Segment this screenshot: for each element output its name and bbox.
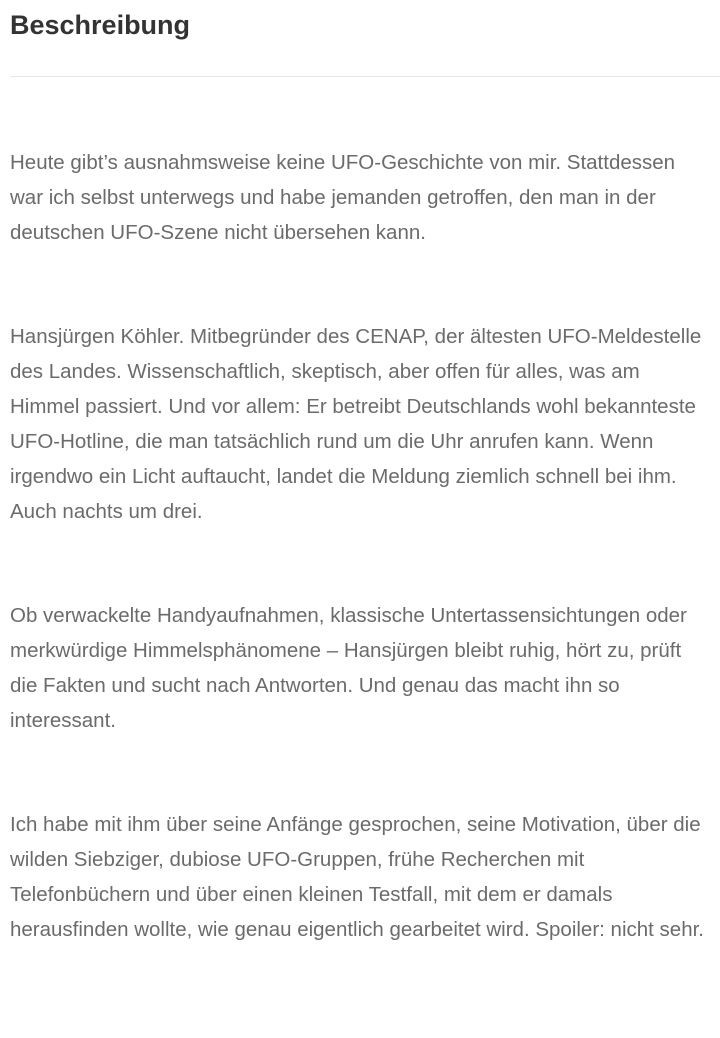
description-paragraph: Ich habe mit ihm über seine Anfänge gesprochen, seine Motivation, über die wilden Siebziger, dubiose UFO-Gruppen, frühe Recherchen mit Telefonbüchern und über einen kleinen Testfall, mit dem er damals herausfinden wollte, wie genau eigentlich gearbeitet wird. Spoiler: nicht sehr. [10, 813, 704, 941]
description-body [10, 145, 712, 1016]
description-paragraph: Hansjürgen Köhler. Mitbegründer des CENAP, der ältesten UFO-Meldestelle des Landes. Wissenschaftlich, skeptisch, aber offen für alles, was am Himmel passiert. Und vor allem: Er betreibt Deutschlands wohl bekannteste UFO-Hotline, die man tatsächlich rund um die Uhr anrufen kann. Wenn irgendwo ein Licht auftaucht, landet die Meldung ziemlich schnell bei ihm. Auch nachts um drei. [10, 325, 702, 523]
description-paragraph: Heute gibt’s ausnahmsweise keine UFO-Geschichte von mir. Stattdessen war ich selbst unterwegs und habe jemanden getroffen, den man in der deutschen UFO-Szene nicht übersehen kann. [10, 151, 676, 244]
divider [10, 76, 720, 77]
section-title: Beschreibung [10, 10, 191, 40]
description-paragraph: Ob verwackelte Handyaufnahmen, klassische Untertassensichtungen oder merkwürdige Himmelsphänomene – Hansjürgen bleibt ruhig, hört zu, prüft die Fakten und sucht nach Antworten. Und genau das macht ihn so interessant. [10, 604, 687, 732]
